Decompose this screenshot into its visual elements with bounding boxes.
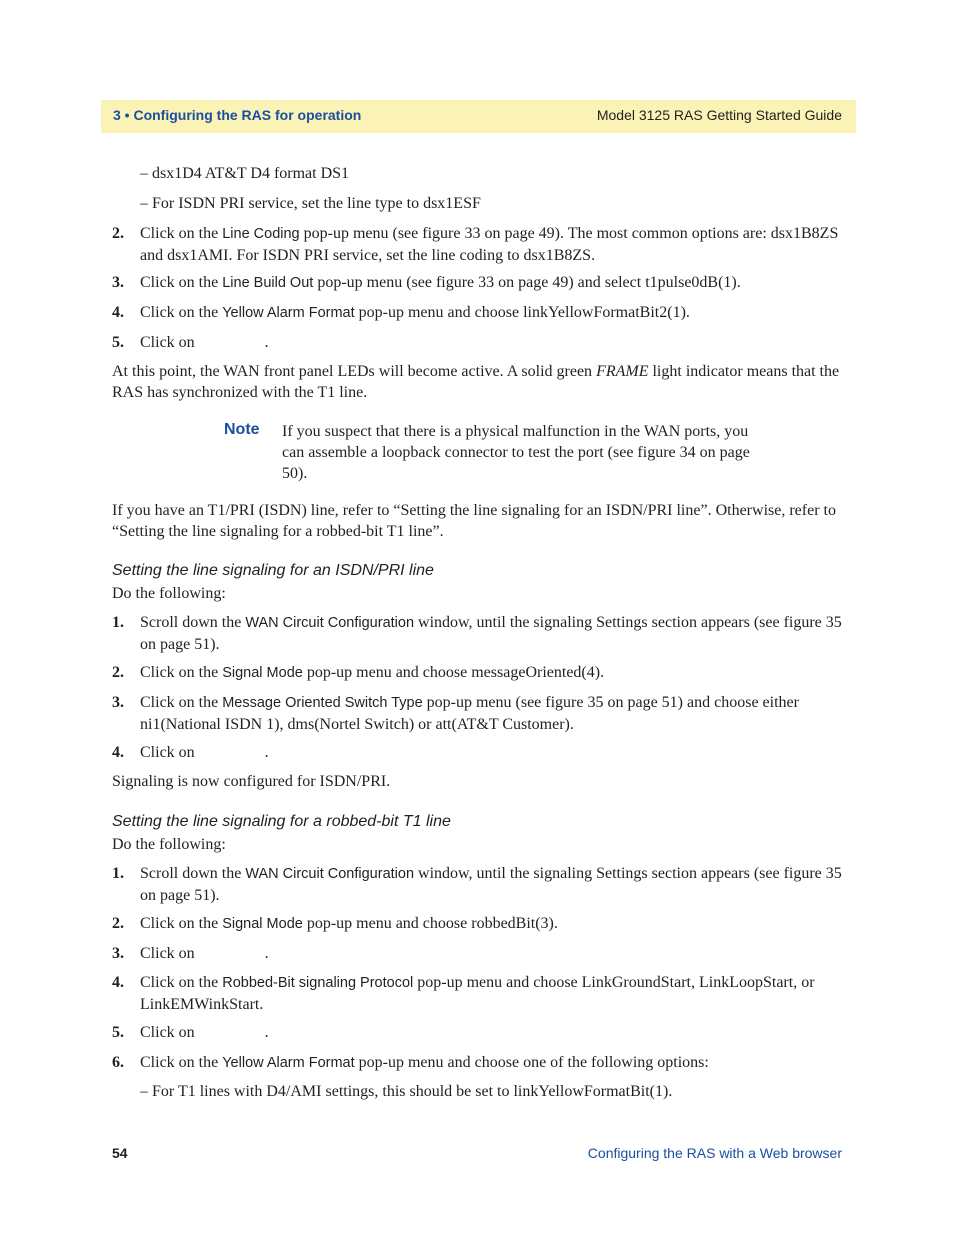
section-heading-isdn: Setting the line signaling for an ISDN/PRI line [112,562,434,579]
ui-term: WAN Circuit Configuration [245,866,415,882]
isdn-step-3: 3. Click on the Message Oriented Switch Type pop-up menu (see figure 35 on page 51) and choose either ni1(National ISDN 1), dms(Nortel Switch) or att(AT&T Customer). [112,694,799,733]
ui-term: Signal Mode [222,665,303,681]
paragraph-isdn-done: Signaling is now configured for ISDN/PRI. [112,773,391,790]
note-text: If you suspect that there is a physical malfunction in the WAN ports, you can assemble a loopback connector to test the port (see figure 34 on page 50). [282,423,750,482]
list-item: – For T1 lines with D4/AMI settings, this should be set to linkYellowFormatBit(1). [140,1083,673,1100]
step-5: 5. Click on . [112,334,269,351]
step-number: 4. [112,304,124,321]
step-number: 2. [112,225,124,242]
ui-term: WAN Circuit Configuration [245,615,415,631]
ui-term: Line Build Out [222,275,314,291]
footer-chapter-title: Configuring the RAS with a Web browser [587,1145,842,1161]
list-item: – For ISDN PRI service, set the line type to dsx1ESF [140,195,481,212]
step-4: 4. Click on the Yellow Alarm Format pop-up menu and choose linkYellowFormatBit2(1). [112,304,690,321]
section-heading-robbed-bit: Setting the line signaling for a robbed-bit T1 line [112,813,451,830]
paragraph-refer: If you have an T1/PRI (ISDN) line, refer to “Setting the line signaling for an ISDN/PRI line”. Otherwise, refer to “Setting the line signaling for a robbed-bit T1 line”. [112,502,836,540]
paragraph-intro: Do the following: [112,585,226,602]
robbed-step-2: 2. Click on the Signal Mode pop-up menu and choose robbedBit(3). [112,915,558,932]
step-3: 3. Click on the Line Build Out pop-up menu (see figure 33 on page 49) and select t1pulse0dB(1). [112,274,741,291]
running-header [101,100,856,133]
step-number: 3. [112,274,124,291]
ui-term: Yellow Alarm Format [222,305,355,321]
page-number: 54 [112,1145,128,1161]
step-2: 2. Click on the Line Coding pop-up menu (see figure 33 on page 49). The most common options are: dsx1B8ZS and dsx1AMI. For ISDN PRI service, set the line coding to dsx1B8ZS. [112,225,839,264]
robbed-step-3: 3. Click on . [112,945,269,962]
list-item: – dsx1D4 AT&T D4 format DS1 [140,165,350,182]
header-section-title: 3 • Configuring the RAS for operation [113,107,362,123]
robbed-step-4: 4. Click on the Robbed-Bit signaling Protocol pop-up menu and choose LinkGroundStart, LinkLoopStart, or LinkEMWinkStart. [112,974,815,1013]
paragraph-frame-led: At this point, the WAN front panel LEDs will become active. A solid green FRAME light indicator means that the RAS has synchronized with the T1 line. [112,363,840,401]
ui-term: Line Coding [222,226,300,242]
step-number: 5. [112,334,124,351]
isdn-step-2: 2. Click on the Signal Mode pop-up menu and choose messageOriented(4). [112,664,605,681]
note-label: Note [224,421,260,438]
ui-term: Robbed-Bit signaling Protocol [222,975,414,991]
robbed-step-6: 6. Click on the Yellow Alarm Format pop-up menu and choose one of the following options: [112,1054,709,1071]
robbed-step-5: 5. Click on . [112,1024,269,1041]
isdn-step-4: 4. Click on . [112,744,269,761]
ui-term: Yellow Alarm Format [222,1055,355,1071]
paragraph-intro: Do the following: [112,836,226,853]
ui-term: Signal Mode [222,916,303,932]
isdn-step-1: 1. Scroll down the WAN Circuit Configuration window, until the signaling Settings section appears (see figure 35 on page 51). [112,614,842,653]
robbed-step-1: 1. Scroll down the WAN Circuit Configuration window, until the signaling Settings section appears (see figure 35 on page 51). [112,865,842,904]
header-guide-title: Model 3125 RAS Getting Started Guide [596,107,842,123]
ui-term: Message Oriented Switch Type [222,695,423,711]
